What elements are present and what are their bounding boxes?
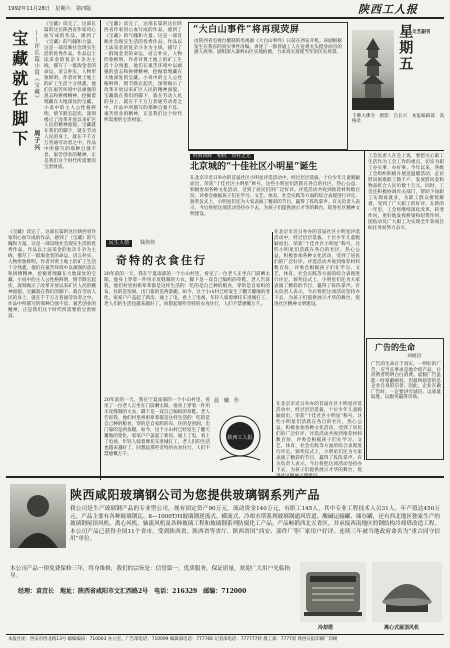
manager-photo xyxy=(10,484,66,548)
cartoon-author: 晨 曦 作 xyxy=(214,398,240,404)
footer-rule xyxy=(6,634,444,635)
top-horizontal-rule xyxy=(188,150,444,151)
ad-box-title: 广告的生命 xyxy=(375,342,415,352)
advert-contact: 经理：袁宜长 地址：陕西省咸阳市文汇西路2号 电话：216329 邮编：712000 xyxy=(18,588,247,595)
ad-box xyxy=(366,338,444,460)
poetry-box xyxy=(188,22,348,150)
advert-top-rule xyxy=(6,476,444,478)
advert-body: 我公司是生产玻璃钢产品的专业型公司，现有固定资产90万元，流动资金140万元，有职工145人，其中专业工程技术人员31人，年产值达450万元。产品主要有各种玻璃钢瓦、8—1000T/H玻璃钢逆流式、横流式、冷却水塔系列玻璃钢通风管道、酸碱运输罐、储存罐，还有西北地区独家生产的玻璃钢屋顶风机、离心风机、轴流风机及各种玻璃工程和玻璃钢系列防腐化工产品。产品畅销西北五省区，并承接西南地区的钢结构冷却塔改造工程。本公司产品已获得全国11个省市，受到陕西省、陕西省等省厅、陕西省国“西安、部件厂等厂家用户好评。连续三年被当地政府命名为“重合同守信用”单位。 xyxy=(70,506,440,543)
folk-story-title: 奇特的衣食住行 xyxy=(116,254,207,267)
right-column-divider xyxy=(364,150,365,460)
left-article-body: 《宝藏》读完了，这部长篇的这位陕西省作家用心血写成的作品，感到了《宝藏》的气魄和力量。这是一部反映社会现实生活的优秀作品。作品以土法采金的复杂斗争为主线，描写了一群淘金者的命运，语言朴实，人物形象鲜明。作者对黄土地上的矿工生活十分熟悉，他们在艰苦环境中以顽强的意志和拼搏精神，挖掘着埋藏在大地深处的宝藏。小说中的主人公性格鲜明，情节跌宕起伏，深刻揭示了改革开放以来矿区人民的精神面貌。宝藏就在我们的脚下，就在劳动人民的身上，就在千千万万普通劳动者之中。作品中所描写的那种自强不息、艰苦创业的精神，正是我们这个时代所需要的宝贵财富。 xyxy=(44,22,96,171)
paper-name: 陕西工人报 xyxy=(358,3,418,16)
left-article-subtitle: ——评长篇小说《宝藏》 xyxy=(33,30,40,102)
lower-left-body: 20年前的一天，我在宁夏南部的一个小山村里，看见了一位老人正坐在门前晒太阳。他身上穿着一件用羊皮缝制的大衣，脚下是一双自己编织的草鞋。老人告诉我，他们村里祖祖辈辈都是这样生活的：吃的是自己种的粮食，穿的是自家织的布，住的是窑洞，出门靠的是两条腿。如今，这个小山村已经发生了翻天覆地的变化，家家户户盖起了新房，通上了电，看上了电视，年轻人骑着摩托车进城打工，老人们的生活也越来越好了。回想起那些奇特的衣食住行，人们不禁感慨万千。 xyxy=(104,398,210,457)
roof-fan-photo xyxy=(372,562,442,622)
left-article-byline: 周子兴 xyxy=(32,130,40,151)
literary-column-caption: 千佛大佛寺 摄影：吕长兴 本报编辑部 高格录 xyxy=(352,114,444,125)
folk-story-label: 民生人情 xyxy=(106,240,132,247)
roof-fan-illustration xyxy=(372,562,442,622)
roof-fan-caption: 离心式屋顶风机 xyxy=(384,625,420,631)
advert-headline: 陕西咸阳玻璃钢公司为您提供玻璃钢系列产品 xyxy=(70,488,321,502)
literary-column-sub: 文艺副刊 xyxy=(412,30,431,35)
masthead-rule xyxy=(6,17,444,19)
top-center-text: 《宝藏》读完了，这部长篇的这位陕西省作家用心血写成的作品，感到了《宝藏》的气魄和力量。这是一部反映社会现实生活的优秀作品。作品以土法采金的复杂斗争为主线，描写了一群淘金者的命运，语言朴实，人物形象鲜明。作者对黄土地上的矿工生活十分熟悉，他们在艰苦环境中以顽强的意志和拼搏精神，挖掘着埋藏在大地深处的宝藏。小说中的主人公性格鲜明，情节跌宕起伏，深刻揭示了改革开放以来矿区人民的精神面貌。宝藏就在我们的脚下，就在劳动人民的身上，就在千千万万普通劳动者之中。作品中所描写的那种自强不息、艰苦创业的精神，正是我们这个时代所需要的宝贵财富。 xyxy=(104,22,182,123)
cartoon-stamp-text: 陕西工人报 xyxy=(227,435,253,441)
lower-middle-body: 在北京市近日举办的首届社区小明星评选活动中，经过层层选拔，十位少年儿童脱颖而出，荣获“十佳社区小明星”称号。这些小明星们活跃在各自的社区，热心公益，积极参加各种文化活动，受到了居民们的广泛好评。评选活动共收到推荐材料数百份，评委会根据孩子们在学习、文艺、体育、社会实践等方面的综合表现进行评定。颁奖仪式上，小明星们还为大家表演了精彩的节目，赢得了阵阵掌声。有关负责人表示，今后将把这项活动坚持办下去，为孩子们提供展示才华的舞台，促 xyxy=(276,402,362,473)
folk-story-body: 20年前的一天，我在宁夏南部的一个小山村里，看见了一位老人正坐在门前晒太阳。他身上穿着一件用羊皮缝制的大衣，脚下是一双自己编织的草鞋。老人告诉我，他们村里祖祖辈辈都是这样生活的：吃的是自己种的粮食，穿的是自家织的布，住的是窑洞，出门靠的是两条腿。如今，这个小山村已经发生了翻天覆地的变化，家家户户盖起了新房，通上了电，看上了电视，年轻人骑着摩托车进城打工，老人们的生活也越来越好了。回想起那些奇特的衣食住行，人们不禁感慨万千。 xyxy=(104,272,270,307)
pagoda-illustration xyxy=(352,30,394,110)
left-column-divider xyxy=(100,20,101,480)
cooling-tower-caption: 冷却塔 xyxy=(318,625,334,631)
pagoda-photo xyxy=(352,30,394,110)
middle-story-body: 在北京市近日举办的首届社区小明星评选活动中，经过层层选拔，十位少年儿童脱颖而出，荣获“十佳社区小明星”称号。这些小明星们活跃在各自的社区，热心公益，积极参加各种文化活动，受到了居民们的广泛好评。评选活动共收到推荐材料数百份，评委会根据孩子们在学习、文艺、体育、社会实践等方面的综合表现进行评定。颁奖仪式上，小明星们还为大家表演了精彩的节目，赢得了阵阵掌声。有关负责人表示，今后将把这项活动坚持办下去，为孩子们提供展示才华的舞台，促进社区精神文明建设。 xyxy=(190,176,360,217)
left-article-title: 宝藏就在脚下 xyxy=(9,30,29,150)
cooling-tower-photo xyxy=(300,562,366,622)
folk-story-label-sub: 钱伟伟 xyxy=(140,240,156,246)
ad-box-author: 刘福昌 xyxy=(407,354,422,359)
middle-story-title: 北京城的“十佳社区小明星”诞生 xyxy=(190,162,318,172)
cartoon-image xyxy=(214,406,266,468)
manager-portrait xyxy=(10,484,66,548)
date-line: 1992年11月28日 星期六 第四版 xyxy=(8,6,92,12)
ad-box-body: 广告的生命在于真实。一则好的广告，应当实事求是地介绍产品，让消费者明明白白消费。虚假广告虽能一时蒙蔽顾客，但最终损害的是企业自身的信誉。因此，企业在做广告时，一定要讲究诚信，以质量取胜，以服务赢得市场。 xyxy=(371,362,441,400)
folk-story-divider xyxy=(272,232,273,472)
footer-text: 本报社址：西安市西北路13号 邮编编码：710003 办公室、广告部电话：710099 编辑部电话：777766 记者部电话：777777转 群工部：7777转 陕西日报印刷厂印刷 xyxy=(8,637,338,642)
poetry-box-title: “大白山事件”将再现荧屏 xyxy=(193,25,300,35)
left-article-body-cont: 《宝藏》读完了，这部长篇的这位陕西省作家用心血写成的作品，感到了《宝藏》的气魄和力量。这是一部反映社会现实生活的优秀作品。作品以土法采金的复杂斗争为主线，描写了一群淘金者的命运，语言朴实，人物形象鲜明。作者对黄土地上的矿工生活十分熟悉，他们在艰苦环境中以顽强的意志和拼搏精神，挖掘着埋藏在大地深处的宝藏。小说中的主人公性格鲜明，情节跌宕起伏，深刻揭示了改革开放以来矿区人民的精神面貌。宝藏就在我们的脚下，就在劳动人民的身上，就在千千万万普通劳动者之中。作品中所描写的那种自强不息、艰苦创业的精神，正是我们这个时代所需要的宝贵财富。 xyxy=(8,230,96,319)
poetry-box-body: 由陕西省电视台摄制的电视剧《大白山事件》日前在西安开机。该剧根据发生在我省的真实事件改编，讲述了一群普通工人在危难关头挺身而出的感人故事。剧组深入秦岭山区实地拍摄，力求真实再现当年的历史场景。 xyxy=(194,39,342,55)
advert-slogan: 本公司产品一律免费保修三年，终身维修，我们的宗旨是：信誉第一，优质服务，保证质量，欢迎广大用户光临指导。 xyxy=(10,566,290,580)
cartoon-drawing xyxy=(214,406,266,468)
literary-column-label: 星期五 xyxy=(397,24,414,72)
middle-story-label: 经典回眸 相机 农村之光 xyxy=(190,154,254,160)
right-column-body: 工会负责人在会上说，要把关心职工生活作为工会工作的重点，切实为职工办实事、办好事。今年以来，各级工会组织积极开展送温暖活动，走访慰问困难职工数千户，发放慰问金和物品折合人民币数十万元。同时，工会还积极协调有关部门，帮助下岗职工实现再就业，为职工群众排忧解难，受到了广大职工的好评。在新的一年里，工会将继续深化改革，转变作风，更好地发挥桥梁和纽带作用，团结动员广大职工为实现全年各项目标任务而努力奋斗。 xyxy=(368,154,444,231)
cooling-tower-illustration xyxy=(300,562,366,622)
middle-story-body-lower: 在北京市近日举办的首届社区小明星评选活动中，经过层层选拔，十位少年儿童脱颖而出，荣获“十佳社区小明星”称号。这些小明星们活跃在各自的社区，热心公益，积极参加各种文化活动，受到了居民们的广泛好评。评选活动共收到推荐材料数百份，评委会根据孩子们在学习、文艺、体育、社会实践等方面的综合表现进行评定。颁奖仪式上，小明星们还为大家表演了精彩的节目，赢得了阵阵掌声。有关负责人表示，今后将把这项活动坚持办下去，为孩子们提供展示才华的舞台，促进社区精神文明建设。 xyxy=(274,230,360,307)
